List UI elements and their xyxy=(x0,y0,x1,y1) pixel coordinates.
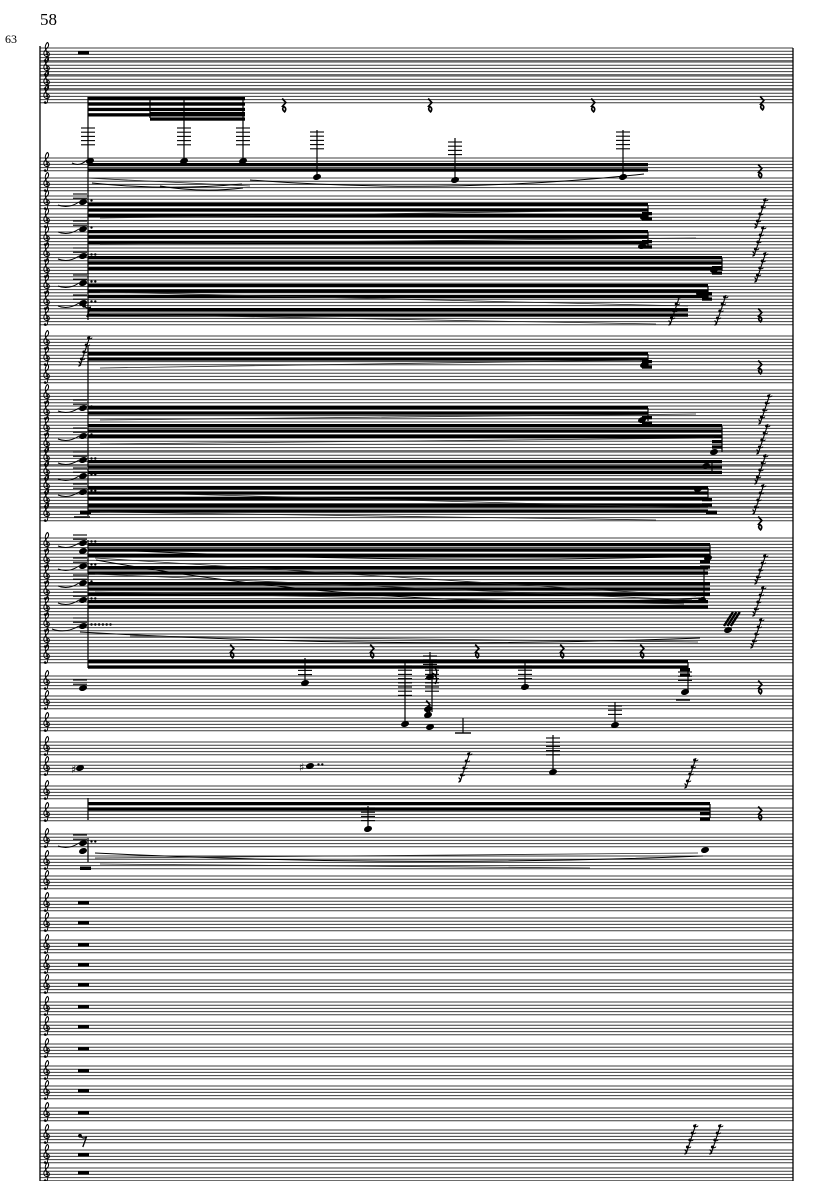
treble-clef-icon xyxy=(44,172,50,191)
treble-clef-icon xyxy=(44,1016,50,1035)
sharp-sign: ♯ xyxy=(299,761,305,774)
augmentation-dot xyxy=(90,457,92,459)
whole-rest xyxy=(78,1111,89,1114)
treble-clef-icon xyxy=(44,870,50,889)
beam xyxy=(88,352,648,355)
treble-clef-icon xyxy=(44,850,50,869)
augmentation-dot xyxy=(90,597,92,599)
beam xyxy=(88,435,722,438)
treble-clef-icon xyxy=(44,954,50,973)
augmentation-dot xyxy=(90,623,92,625)
note-head xyxy=(78,432,88,440)
treble-clef-icon xyxy=(44,1038,50,1057)
treble-clef-icon xyxy=(44,364,50,383)
whole-rest xyxy=(78,963,89,966)
treble-clef-icon xyxy=(44,802,50,821)
beam xyxy=(702,498,712,501)
treble-clef-icon xyxy=(44,712,50,731)
quarter-rest-icon xyxy=(428,99,432,112)
half-rest xyxy=(80,511,91,514)
whole-rest xyxy=(78,901,89,904)
beam xyxy=(700,812,710,815)
whole-rest xyxy=(78,1005,89,1008)
augmentation-dot xyxy=(94,473,96,475)
augmentation-dot xyxy=(90,300,92,302)
beam xyxy=(88,429,722,432)
note-head xyxy=(363,825,373,833)
note-head xyxy=(78,596,88,604)
whole-rest xyxy=(78,983,89,986)
note-head xyxy=(78,404,88,412)
treble-clef-icon xyxy=(44,152,50,171)
slur xyxy=(58,229,79,233)
note-head xyxy=(78,252,88,260)
treble-clef-icon xyxy=(44,780,50,799)
beam xyxy=(88,289,708,292)
note-head xyxy=(450,176,460,184)
note-head xyxy=(520,683,530,691)
augmentation-dot xyxy=(90,473,92,475)
beam xyxy=(88,203,648,206)
treble-clef-icon xyxy=(44,1124,50,1143)
augmentation-dot xyxy=(90,405,92,407)
beam xyxy=(88,284,708,287)
treble-clef-icon xyxy=(44,190,50,209)
augmentation-dot xyxy=(90,563,92,565)
half-rest xyxy=(80,867,91,870)
rest-cascade xyxy=(685,758,699,789)
treble-clef-icon xyxy=(44,1144,50,1163)
whole-rest xyxy=(78,1025,89,1028)
quarter-rest-icon xyxy=(282,99,286,112)
slur xyxy=(58,460,79,464)
treble-clef-icon xyxy=(44,974,50,993)
augmentation-dot xyxy=(94,489,96,491)
slur xyxy=(58,408,79,412)
note-head xyxy=(78,847,88,855)
beam xyxy=(700,817,710,820)
treble-clef-icon xyxy=(44,1102,50,1121)
beam xyxy=(88,108,245,111)
augmentation-dot xyxy=(90,280,92,282)
slur xyxy=(72,160,87,164)
treble-clef-icon xyxy=(44,1080,50,1099)
beam xyxy=(642,240,652,243)
whole-rest xyxy=(78,1069,89,1072)
beam xyxy=(88,582,710,585)
beam xyxy=(88,261,722,264)
slur xyxy=(58,543,79,547)
rest-cascade xyxy=(753,484,767,515)
augmentation-dot xyxy=(94,540,96,542)
beam xyxy=(88,295,708,298)
note-head xyxy=(78,622,88,630)
treble-clef-icon xyxy=(44,996,50,1015)
beam xyxy=(88,605,708,608)
treble-clef-icon xyxy=(44,208,50,227)
beam xyxy=(88,548,710,551)
beam xyxy=(88,660,688,663)
beam xyxy=(88,554,710,557)
beam xyxy=(88,267,722,270)
beam xyxy=(88,509,708,512)
treble-clef-icon xyxy=(44,756,50,775)
treble-clef-icon xyxy=(44,670,50,689)
augmentation-dot xyxy=(90,540,92,542)
treble-clef-icon xyxy=(44,736,50,755)
beam xyxy=(88,406,648,409)
augmentation-dot xyxy=(98,623,100,625)
augmentation-dot xyxy=(321,763,323,765)
treble-clef-icon xyxy=(44,502,50,521)
quarter-rest-icon xyxy=(758,517,762,530)
treble-clef-icon xyxy=(44,912,50,931)
slur xyxy=(58,583,79,587)
beam xyxy=(88,97,245,100)
note-head xyxy=(312,173,322,181)
whole-rest xyxy=(78,943,89,946)
beam xyxy=(88,411,648,414)
augmentation-dot xyxy=(90,226,92,228)
beam xyxy=(88,102,245,105)
beam xyxy=(88,168,648,171)
augmentation-dot xyxy=(90,489,92,491)
beam xyxy=(88,566,708,569)
treble-clef-icon xyxy=(44,1060,50,1079)
beam xyxy=(712,440,722,443)
augmentation-dot xyxy=(94,597,96,599)
whole-rest xyxy=(78,1089,89,1092)
beam xyxy=(88,802,710,805)
beam xyxy=(88,460,722,463)
eighth-rest-icon xyxy=(78,1134,87,1147)
augmentation-dot xyxy=(90,840,92,842)
treble-clef-icon xyxy=(44,892,50,911)
beam xyxy=(88,256,722,259)
note-head xyxy=(78,539,88,547)
whole-rest xyxy=(78,51,89,54)
beam xyxy=(88,465,722,468)
beam xyxy=(88,424,722,427)
beam xyxy=(88,807,710,810)
quarter-rest-icon xyxy=(591,99,595,112)
beam xyxy=(88,357,648,360)
whole-rest xyxy=(78,1153,89,1156)
whole-rest xyxy=(78,1047,89,1050)
page-number: 58 xyxy=(40,10,57,29)
augmentation-dot xyxy=(109,623,111,625)
sharp-sign: ♯ xyxy=(71,763,77,776)
beam xyxy=(88,308,688,311)
treble-clef-icon xyxy=(44,690,50,709)
beam xyxy=(88,471,722,474)
half-rest xyxy=(706,511,717,514)
treble-clef-icon xyxy=(44,934,50,953)
beam xyxy=(88,593,710,596)
treble-clef-icon xyxy=(44,828,50,847)
augmentation-dot xyxy=(106,623,108,625)
note-head xyxy=(78,456,88,464)
note-head xyxy=(618,173,628,181)
beam xyxy=(702,297,712,300)
augmentation-dot xyxy=(94,253,96,255)
treble-clef-icon xyxy=(44,84,50,103)
augmentation-dot xyxy=(94,623,96,625)
augmentation-dot xyxy=(90,580,92,582)
beam xyxy=(702,503,712,506)
augmentation-dot xyxy=(317,763,319,765)
augmentation-dot xyxy=(90,253,92,255)
augmentation-dot xyxy=(94,280,96,282)
beam xyxy=(88,543,710,546)
augmentation-dot xyxy=(94,300,96,302)
beam xyxy=(700,565,710,568)
beam xyxy=(88,665,688,668)
phrase-line xyxy=(100,512,656,520)
beam xyxy=(150,112,245,115)
beam xyxy=(88,587,710,590)
beam xyxy=(712,445,722,448)
augmentation-dot xyxy=(90,199,92,201)
augmentation-dot xyxy=(94,457,96,459)
augmentation-dot xyxy=(94,840,96,842)
beam xyxy=(88,163,648,166)
beam xyxy=(150,117,245,120)
beam xyxy=(88,486,708,489)
rest-cascade xyxy=(459,752,473,783)
augmentation-dot xyxy=(94,563,96,565)
beam xyxy=(88,235,648,238)
whole-rest xyxy=(78,1171,89,1174)
slur xyxy=(58,256,79,260)
slur xyxy=(52,626,79,631)
measure-number: 63 xyxy=(5,32,17,46)
whole-rest xyxy=(78,921,89,924)
beam xyxy=(88,230,648,233)
quarter-rest-icon xyxy=(758,361,762,374)
augmentation-dot xyxy=(90,433,92,435)
augmentation-dot xyxy=(102,623,104,625)
